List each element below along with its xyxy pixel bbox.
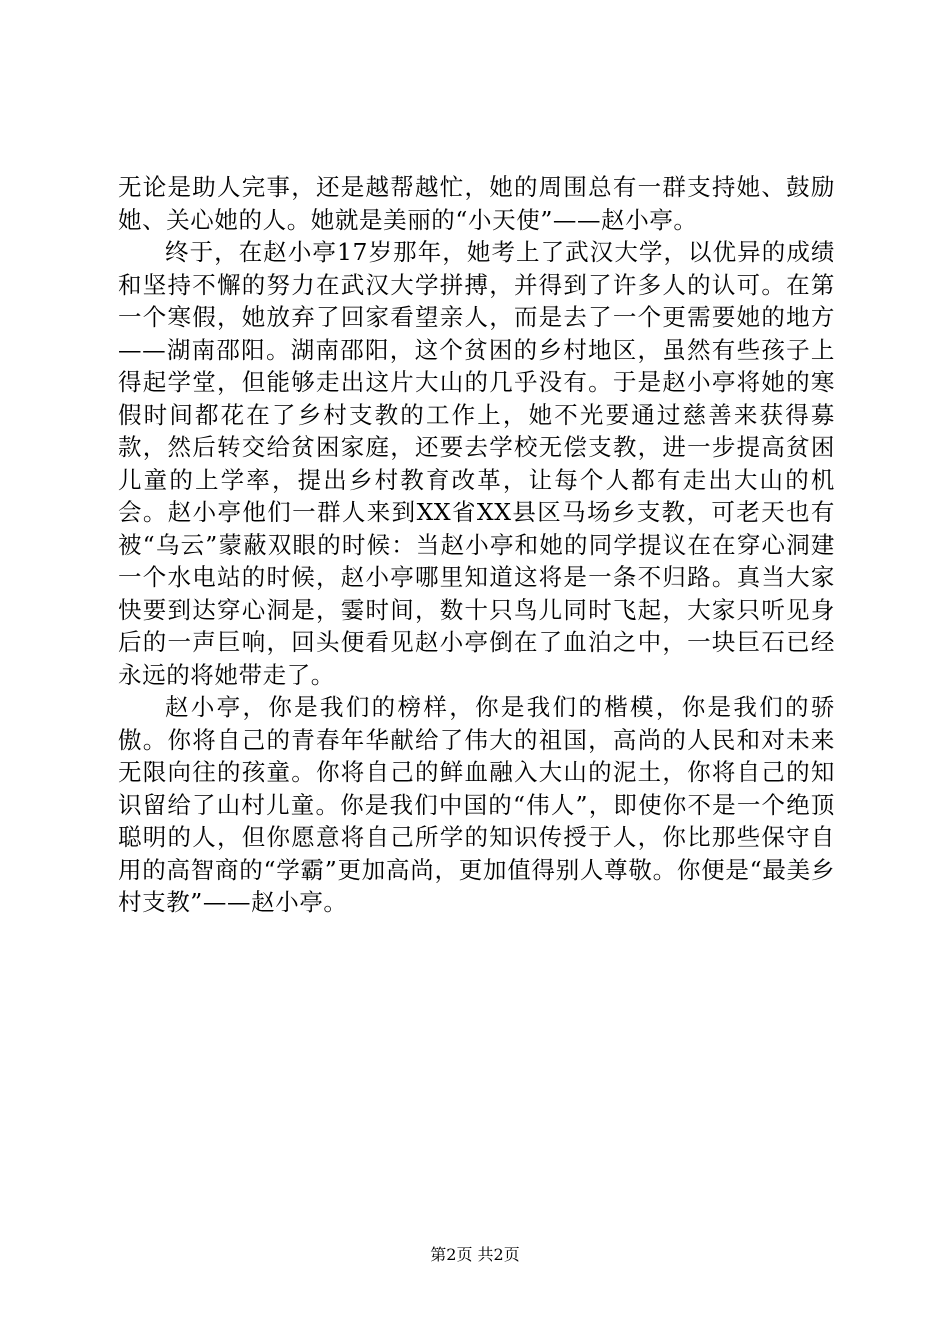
page-number-footer: 第2页 共2页 <box>430 1245 520 1264</box>
paragraph-1: 无论是助人完事，还是越帮越忙，她的周围总有一群支持她、鼓励她、关心她的人。她就是美丽的“小天使”——赵小亭。 <box>118 173 835 234</box>
paragraph-2: 终于，在赵小亭17岁那年，她考上了武汉大学，以优异的成绩和坚持不懈的努力在武汉大学拼搏，并得到了许多人的认可。在第一个寒假，她放弃了回家看望亲人，而是去了一个更需要她的地方——湖南邵阳。湖南邵阳，这个贫困的乡村地区，虽然有些孩子上得起学堂，但能够走出这片大山的几乎没有。于是赵小亭将她的寒假时间都花在了乡村支教的工作上，她不光要通过慈善来获得募款，然后转交给贫困家庭，还要去学校无偿支教，进一步提高贫困儿童的上学率，提出乡村教育改革，让每个人都有走出大山的机会。赵小亭他们一群人来到XX省XX县区马场乡支教，可老天也有被“乌云”蒙蔽双眼的时候：当赵小亭和她的同学提议在在穿心洞建一个水电站的时候，赵小亭哪里知道这将是一条不归路。真当大家快要到达穿心洞是，霎时间，数十只鸟儿同时飞起，大家只听见身后的一声巨响，回头便看见赵小亭倒在了血泊之中，一块巨石已经永远的将她带走了。 <box>118 238 835 689</box>
document-body <box>118 171 835 919</box>
paragraph-3: 赵小亭，你是我们的榜样，你是我们的楷模，你是我们的骄傲。你将自己的青春年华献给了伟大的祖国，高尚的人民和对未来无限向往的孩童。你将自己的鲜血融入大山的泥土，你将自己的知识留给了山村儿童。你是我们中国的“伟人”，即使你不是一个绝顶聪明的人，但你愿意将自己所学的知识传授于人，你比那些保守自用的高智商的“学霸”更加高尚，更加值得别人尊敬。你便是“最美乡村支教”——赵小亭。 <box>118 693 835 916</box>
